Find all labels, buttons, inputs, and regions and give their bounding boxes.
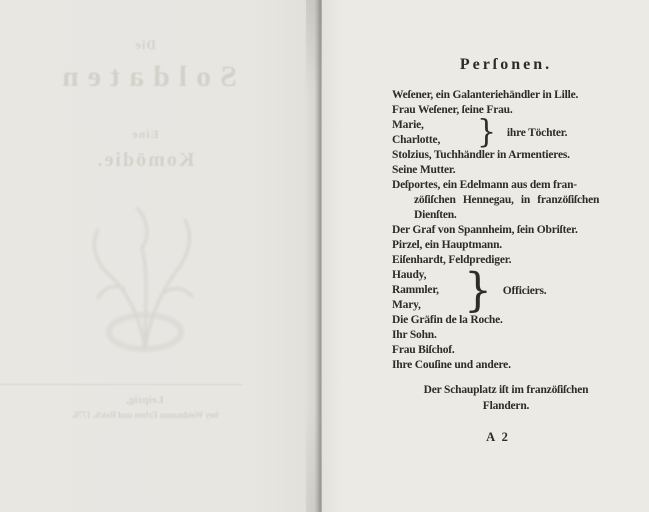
floral-vignette-icon	[0, 196, 290, 361]
scene-note-line: Flandern.	[482, 399, 530, 412]
cast-line: Die Gräfin de la Roche.	[392, 314, 503, 326]
daughters-names	[392, 118, 477, 148]
cast-line: Dienſten.	[414, 209, 457, 221]
ghost-title-word: Soldaten	[53, 60, 237, 93]
cast-line: Der Graf von Spannheim, ſein Obriſter.	[392, 224, 578, 236]
cast-line: Ihre Couſine und andere.	[392, 359, 511, 371]
cast-name: Rammler,	[392, 284, 439, 296]
cast-line: Frau Weſener, ſeine Frau.	[392, 104, 513, 116]
cast-name: Haudy,	[392, 269, 427, 281]
group-label: ihre Töchter.	[506, 127, 568, 139]
ghost-subtitle-word: Eine	[131, 127, 159, 141]
cast-list	[392, 88, 620, 373]
cast-list-heading: Perſonen.	[459, 56, 553, 73]
cast-line: Eiſenhardt, Feldprediger.	[392, 254, 512, 266]
group-brace: }	[464, 263, 492, 317]
right-page	[322, 0, 649, 512]
cast-line: zöſiſchen Hennegau, in franzöſiſchen	[414, 194, 600, 206]
cast-line: Seine Mutter.	[392, 164, 456, 176]
group-label: Officiers.	[502, 284, 547, 297]
group-brace: }	[477, 114, 496, 151]
cast-line: Frau Biſchof.	[392, 344, 455, 356]
ghost-imprint-city: Leipzig,	[126, 394, 164, 406]
cast-line: Deſportes, ein Edelmann aus dem fran-	[392, 179, 577, 191]
cast-line: Pirzel, ein Hauptmann.	[392, 239, 502, 251]
officers-group	[392, 263, 620, 317]
scene-note-line: Der Schauplatz iſt im franzöſiſchen	[423, 384, 589, 396]
ghost-subtitle-word: Komödie.	[95, 149, 195, 171]
daughters-group	[392, 114, 620, 151]
cast-name: Marie,	[392, 119, 424, 131]
cast-name: Charlotte,	[392, 134, 441, 146]
ghost-series-word: Die	[134, 37, 156, 52]
cast-list-block	[392, 0, 620, 512]
imprint-rule	[0, 384, 242, 385]
signature-mark: A 2	[486, 430, 510, 444]
left-page	[0, 0, 322, 512]
cast-line: Stolzius, Tuchhändler in Armentieres.	[392, 149, 570, 161]
officers-names	[392, 268, 464, 313]
ghost-imprint-publisher: bey Weidmanns Erben und Reich, 1776.	[71, 410, 219, 420]
title-page-show-through	[0, 0, 290, 512]
cast-name: Mary,	[392, 299, 421, 311]
cast-line: Weſener, ein Galanteriehändler in Lille.	[392, 89, 579, 101]
cast-line: Ihr Sohn.	[392, 329, 437, 341]
scene-note	[392, 383, 620, 414]
